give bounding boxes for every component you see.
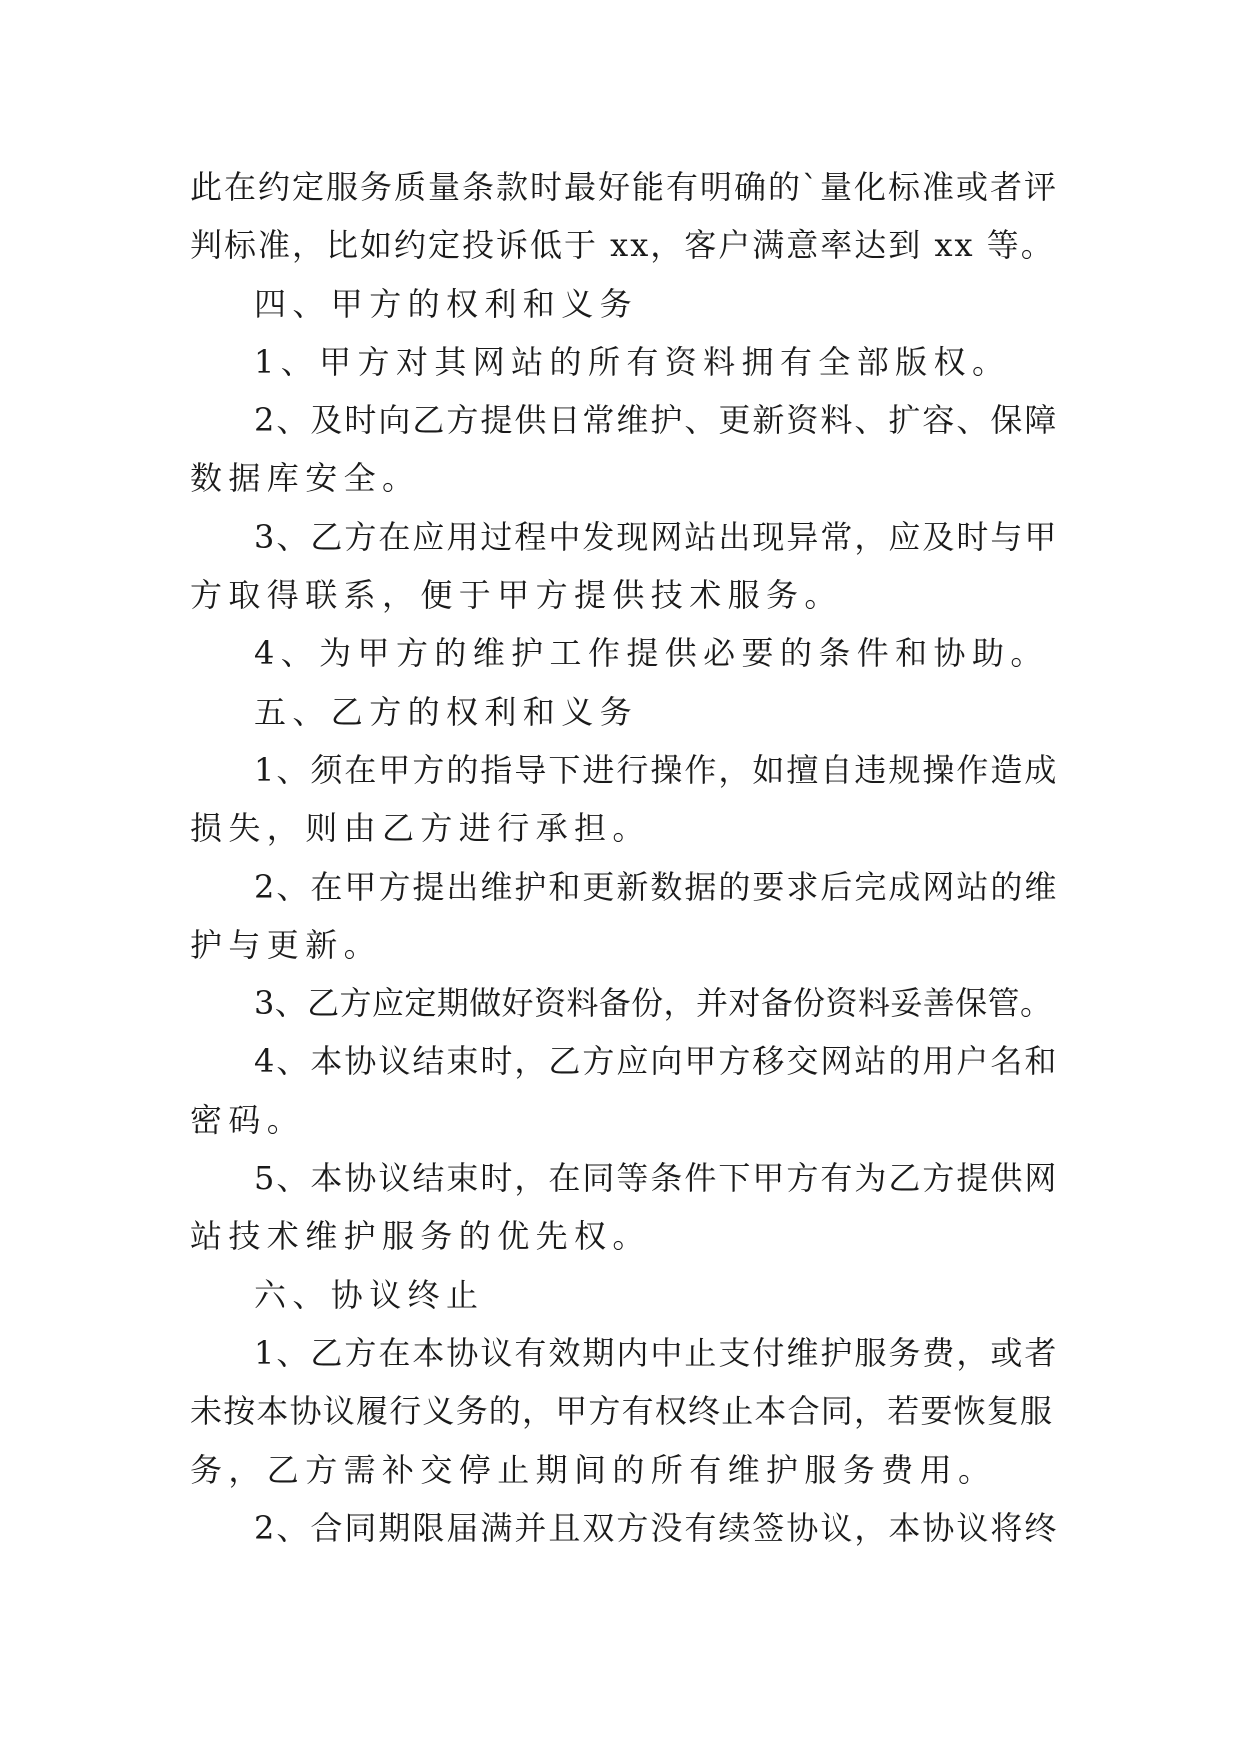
document-line: 1、乙方在本协议有效期内中止支付维护服务费，或者 <box>254 1333 1059 1372</box>
document-line: 2、及时向乙方提供日常维护、更新资料、扩容、保障 <box>254 401 1059 440</box>
document-line: 未按本协议履行义务的，甲方有权终止本合同，若要恢复服 <box>190 1392 1054 1431</box>
document-line: 方取得联系，便于甲方提供技术服务。 <box>190 576 843 615</box>
document-line: 数据库安全。 <box>190 459 421 498</box>
document-line: 损失，则由乙方进行承担。 <box>190 809 651 848</box>
document-line: 四、甲方的权利和义务 <box>254 284 639 323</box>
document-line: 五、乙方的权利和义务 <box>254 692 639 731</box>
document-line: 2、在甲方提出维护和更新数据的要求后完成网站的维 <box>254 867 1059 906</box>
document-line: 5、本协议结束时，在同等条件下甲方有为乙方提供网 <box>254 1159 1059 1198</box>
document-line: 4、本协议结束时，乙方应向甲方移交网站的用户名和 <box>254 1042 1059 1081</box>
document-line: 判标准，比如约定投诉低于 xx，客户满意率达到 xx 等。 <box>190 226 1055 265</box>
document-line: 护与更新。 <box>190 925 383 964</box>
document-line: 3、乙方在应用过程中发现网站出现异常，应及时与甲 <box>254 517 1059 556</box>
document-body <box>190 158 1060 1557</box>
document-line: 此在约定服务质量条款时最好能有明确的`量化标准或者评 <box>190 168 1059 206</box>
document-line: 4、为甲方的维护工作提供必要的条件和协助。 <box>254 634 1049 673</box>
document-line: 1、须在甲方的指导下进行操作，如擅自违规操作造成 <box>254 750 1059 789</box>
document-line: 六、协议终止 <box>254 1275 485 1314</box>
document-line: 2、合同期限届满并且双方没有续签协议，本协议将终 <box>254 1508 1059 1547</box>
document-line: 站技术维护服务的优先权。 <box>190 1217 651 1256</box>
document-line: 1、甲方对其网站的所有资料拥有全部版权。 <box>254 342 1011 381</box>
document-line: 密码。 <box>190 1100 306 1139</box>
document-line: 务，乙方需补交停止期间的所有维护服务费用。 <box>190 1450 997 1489</box>
document-line: 3、乙方应定期做好资料备份，并对备份资料妥善保管。 <box>254 984 1053 1023</box>
